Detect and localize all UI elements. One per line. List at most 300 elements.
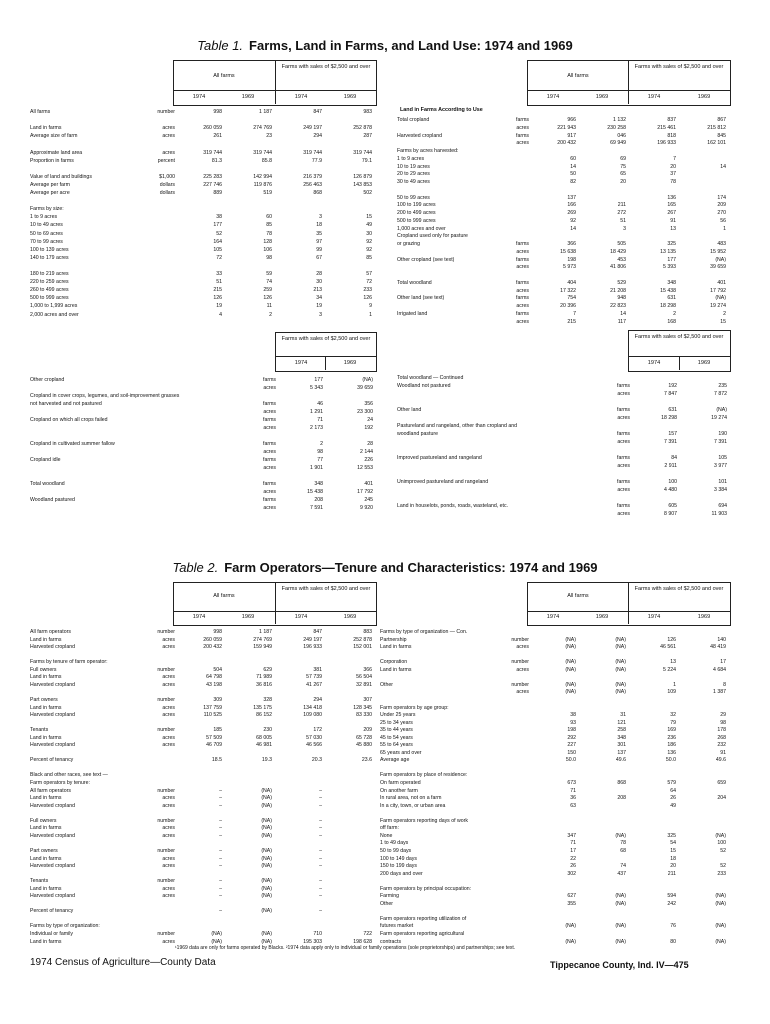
row-unit: farms <box>263 481 276 487</box>
row-unit: number <box>511 681 529 688</box>
row-label: Harvested cropland <box>30 832 75 839</box>
table-cell: 3 977 <box>714 463 727 469</box>
table-cell: 366 <box>363 666 372 673</box>
table-row <box>30 221 376 229</box>
table-cell: 152 001 <box>353 644 372 651</box>
footer-right: Tippecanoe County, Ind. IV—475 <box>550 960 689 970</box>
row-unit: acres <box>516 666 529 673</box>
table-cell: 2 <box>723 310 726 317</box>
row-label: Farm operators by principal occupation: <box>380 885 472 892</box>
table-cell: 8 <box>723 681 726 688</box>
row-label: Woodland not pastured <box>397 383 451 389</box>
table-cell: 26 <box>570 863 576 870</box>
table-cell: 196 933 <box>303 644 322 651</box>
table-cell: (NA) <box>565 666 576 673</box>
table-cell: 31 <box>620 712 626 719</box>
table-cell: (NA) <box>362 377 373 383</box>
table-cell: 77.9 <box>311 157 322 164</box>
table-cell: 74 <box>266 279 272 286</box>
table-row <box>397 406 730 414</box>
row-unit: number <box>157 109 175 115</box>
table-cell: 49.6 <box>715 757 726 764</box>
row-label: Full owners <box>30 817 57 824</box>
table1-lower-left-col-sales: Farms with sales of $2,500 and over <box>281 336 371 342</box>
row-label: 1 to 49 days <box>380 840 409 847</box>
table-row <box>397 390 730 398</box>
table-cell: (NA) <box>615 938 626 945</box>
table-cell: 20.3 <box>311 757 322 764</box>
table-cell: – <box>219 878 222 885</box>
table-cell: 166 <box>567 202 576 209</box>
row-label: 50 to 99 days <box>380 847 412 854</box>
table-cell: 259 <box>263 287 272 294</box>
table-cell: 28 <box>367 441 373 447</box>
year-1974: 1974 <box>294 94 308 100</box>
table-row <box>30 173 376 181</box>
table-row <box>30 108 376 116</box>
table-cell: 22 823 <box>610 303 626 309</box>
row-label: Harvested cropland <box>30 742 75 749</box>
table1-section-land-use: Land in Farms According to Use <box>400 107 483 113</box>
year-1969: 1969 <box>343 94 357 100</box>
table-cell: 19 <box>316 303 322 310</box>
table-cell: 453 <box>617 256 626 263</box>
table-cell: (NA) <box>565 681 576 688</box>
table-cell: – <box>219 908 222 915</box>
table-cell: 71 989 <box>256 674 272 681</box>
table-cell: 49 <box>670 802 676 809</box>
table-cell: 48 419 <box>710 644 726 651</box>
row-unit: acres <box>162 644 175 651</box>
row-unit: acres <box>162 712 175 719</box>
row-label: All farms <box>30 109 51 115</box>
table-cell: (NA) <box>715 923 726 930</box>
table-cell: (NA) <box>261 938 272 945</box>
table-cell: 17 322 <box>560 287 576 294</box>
table-cell: 1 187 <box>259 629 272 635</box>
table-cell: 56 504 <box>356 674 372 681</box>
table-cell: 319 744 <box>303 149 322 156</box>
row-unit: number <box>511 659 529 666</box>
table-row <box>30 294 376 302</box>
table-cell: 4 684 <box>713 666 726 673</box>
table-cell: 84 <box>671 455 677 461</box>
table-row <box>397 470 730 478</box>
row-label: Harvested cropland <box>30 802 75 809</box>
table-cell: 185 <box>213 727 222 734</box>
table-cell: 211 <box>667 870 676 877</box>
table-cell: 227 746 <box>203 181 222 188</box>
table-cell: 59 <box>266 271 272 277</box>
row-label: not harvested and not pastured <box>30 401 102 407</box>
table-cell: 93 <box>570 719 576 726</box>
table-cell: 200 432 <box>203 644 222 651</box>
table-cell: (NA) <box>565 938 576 945</box>
year-1974: 1974 <box>546 614 560 620</box>
row-label: Individual or family <box>30 931 73 937</box>
table-cell: 35 <box>316 230 322 237</box>
row-label: Land in farms <box>30 704 62 711</box>
table-cell: 249 197 <box>303 636 322 643</box>
table-cell: 128 345 <box>353 704 372 711</box>
table-cell: 20 <box>620 179 626 185</box>
row-label: 100 to 149 days <box>380 855 417 862</box>
table-cell: 168 <box>667 318 676 325</box>
table-cell: 948 <box>617 295 626 302</box>
table-cell: 106 <box>263 246 272 253</box>
table-cell: 169 <box>667 727 676 734</box>
table-row <box>397 454 730 462</box>
year-1974: 1974 <box>294 614 308 620</box>
table-cell: 57 030 <box>306 734 322 741</box>
row-unit: acres <box>617 511 630 517</box>
row-unit: acres <box>516 248 529 255</box>
table-cell: 2 911 <box>664 463 677 469</box>
table-cell: 15 438 <box>660 287 676 294</box>
table-cell: 37 <box>670 171 676 178</box>
year-1969: 1969 <box>595 94 609 100</box>
row-unit: acres <box>162 802 175 809</box>
row-label: Harvested cropland <box>30 681 75 688</box>
row-label: Land in houselots, ponds, roads, wasteland, etc. <box>397 503 509 509</box>
table-cell: 301 <box>617 742 626 749</box>
table-cell: (NA) <box>615 644 626 651</box>
row-unit: acres <box>162 825 175 832</box>
table-cell: 2 144 <box>360 449 373 455</box>
row-label: 45 to 54 years <box>380 734 413 741</box>
table-cell: (NA) <box>565 659 576 666</box>
table-row <box>30 149 376 157</box>
table-cell: 356 <box>364 401 373 407</box>
table-cell: 5 973 <box>563 264 576 271</box>
table-cell: 754 <box>567 295 576 302</box>
table-row <box>30 302 376 310</box>
row-label: 150 to 199 days <box>380 863 417 870</box>
table-cell: 196 933 <box>657 140 676 147</box>
table-cell: 233 <box>717 870 726 877</box>
row-label: On farm operated <box>380 780 421 786</box>
row-unit: farms <box>617 503 630 509</box>
row-label: Land in farms <box>30 795 62 802</box>
table-cell: (NA) <box>615 689 626 696</box>
table-cell: 86 152 <box>256 712 272 719</box>
table-row <box>30 181 376 189</box>
table-cell: 165 <box>667 202 676 209</box>
table-cell: 99 <box>316 246 322 253</box>
table-cell: (NA) <box>261 795 272 802</box>
table-cell: (NA) <box>565 644 576 651</box>
table-cell: 381 <box>313 666 322 673</box>
table-row <box>397 318 730 326</box>
table-cell: 659 <box>717 780 726 786</box>
table-cell: 192 <box>364 425 373 431</box>
table-cell: (NA) <box>715 893 726 900</box>
table-cell: (NA) <box>261 825 272 832</box>
table-cell: 128 <box>263 238 272 245</box>
table-cell: 23 300 <box>357 409 373 415</box>
table-cell: 245 <box>364 497 373 503</box>
table-cell: 117 <box>617 318 626 325</box>
table-cell: 69 <box>620 155 626 162</box>
table-cell: – <box>219 855 222 862</box>
table-cell: (NA) <box>261 787 272 794</box>
table-row <box>397 382 730 390</box>
row-label: Total cropland <box>397 117 430 123</box>
table-cell: 92 <box>366 238 372 245</box>
table-cell: – <box>219 817 222 824</box>
table-cell: 177 <box>667 256 676 263</box>
table-cell: 36 <box>570 795 576 802</box>
year-1974: 1974 <box>192 614 206 620</box>
table-cell: (NA) <box>615 923 626 930</box>
table-row <box>30 504 376 512</box>
table-cell: (NA) <box>716 407 727 413</box>
table-cell: 1 901 <box>310 465 323 471</box>
table-row <box>397 446 730 454</box>
table-cell: 105 <box>213 246 222 253</box>
table-cell: 631 <box>667 295 676 302</box>
table-cell: 34 <box>316 295 322 302</box>
table-cell: 868 <box>617 780 626 786</box>
table-row <box>30 262 376 270</box>
table-cell: 97 <box>316 238 322 245</box>
row-unit: acres <box>162 742 175 749</box>
table-cell: 135 175 <box>253 704 272 711</box>
table-cell: (NA) <box>615 832 626 839</box>
table-cell: 20 396 <box>560 303 576 309</box>
table-cell: 56 <box>720 217 726 224</box>
row-unit: acres <box>162 885 175 892</box>
table-cell: 208 <box>314 497 323 503</box>
row-label: Total woodland — Continued <box>397 375 464 381</box>
row-label: Percent of tenancy <box>30 757 74 764</box>
table-cell: 178 <box>717 727 726 734</box>
table-cell: 1 <box>723 225 726 232</box>
row-unit: percent <box>157 157 175 164</box>
table-cell: 19.3 <box>261 757 272 764</box>
row-label: futures market <box>380 923 414 930</box>
year-1974: 1974 <box>647 360 661 366</box>
table-cell: 18.5 <box>211 757 222 764</box>
table1-left-col-sales: Farms with sales of $2,500 and over <box>281 64 371 70</box>
row-unit: acres <box>516 264 529 271</box>
row-unit: farms <box>516 241 529 247</box>
table-row <box>30 278 376 286</box>
row-label: 500 to 999 acres <box>30 295 69 302</box>
row-label: 100 to 199 acres <box>397 202 436 209</box>
row-label: 65 years and over <box>380 749 422 756</box>
table-cell: – <box>319 878 322 885</box>
table2-right-col-sales: Farms with sales of $2,500 and over <box>634 586 724 592</box>
table-cell: 39 659 <box>357 385 373 391</box>
row-label: Other land (see text) <box>397 295 445 302</box>
table-cell: 5 393 <box>663 264 676 271</box>
table-cell: 85 <box>266 222 272 229</box>
table-cell: 287 <box>363 133 372 140</box>
table-cell: 51 <box>216 279 222 286</box>
row-label: 1,000 to 1,999 acres <box>30 303 78 310</box>
row-label: or grazing <box>397 241 421 247</box>
year-1969: 1969 <box>241 94 255 100</box>
row-label: Other cropland <box>30 377 65 383</box>
table-cell: (NA) <box>261 817 272 824</box>
table-cell: 19 274 <box>711 415 727 421</box>
table-cell: 28 <box>316 271 322 277</box>
table-cell: 1 <box>369 311 372 318</box>
table-cell: 17 <box>570 847 576 854</box>
row-unit: acres <box>162 832 175 839</box>
table-cell: 136 <box>667 194 676 201</box>
table-cell: 75 <box>620 163 626 170</box>
table-cell: 631 <box>668 407 677 413</box>
table-cell: 867 <box>717 117 726 123</box>
table-cell: 18 429 <box>610 248 626 255</box>
row-label: Farms by type of organization — Con. <box>380 629 468 635</box>
table-cell: (NA) <box>715 832 726 839</box>
table-cell: 177 <box>314 377 323 383</box>
row-unit: acres <box>263 505 276 511</box>
row-label: Cropland in cultivated summer fallow <box>30 441 115 447</box>
table-cell: 818 <box>667 132 676 139</box>
table-cell: – <box>319 795 322 802</box>
table-cell: (NA) <box>615 666 626 673</box>
table-cell: 505 <box>617 241 626 247</box>
table-cell: 3 <box>319 311 322 318</box>
table-cell: 33 <box>216 271 222 277</box>
table-cell: 215 <box>567 318 576 325</box>
table-cell: – <box>219 893 222 900</box>
table-row <box>30 456 376 464</box>
table-cell: 15 <box>366 214 372 221</box>
table-cell: – <box>219 885 222 892</box>
table-cell: 190 <box>718 431 727 437</box>
row-label: 2,000 acres and over <box>30 311 79 318</box>
table-cell: 348 <box>617 734 626 741</box>
row-label: Average age <box>380 757 410 764</box>
table-cell: 68 <box>620 847 626 854</box>
table-cell: 249 197 <box>303 125 322 132</box>
table-cell: 81.3 <box>211 157 222 164</box>
table-row <box>30 424 376 432</box>
table-row <box>30 165 376 173</box>
row-unit: farms <box>263 417 276 423</box>
table-cell: 24 <box>367 417 373 423</box>
row-unit: acres <box>263 489 276 495</box>
table-cell: 1 <box>673 681 676 688</box>
table-cell: (NA) <box>615 636 626 643</box>
table-row <box>397 494 730 502</box>
table-row <box>30 157 376 165</box>
row-unit: farms <box>263 497 276 503</box>
row-label: In rural area, not on a farm <box>380 795 442 802</box>
table-row <box>397 414 730 422</box>
table-row <box>30 384 376 392</box>
table-cell: 847 <box>313 109 322 115</box>
table-cell: 437 <box>617 870 626 877</box>
row-label: 20 to 29 acres <box>397 171 430 178</box>
table-cell: 60 <box>266 214 272 221</box>
table-cell: 268 <box>717 734 726 741</box>
row-label: Farm operators by tenure: <box>30 780 90 786</box>
table-cell: 325 <box>667 241 676 247</box>
row-unit: dollars <box>159 181 175 188</box>
row-label: All farm operators <box>30 629 71 635</box>
table-cell: 26 <box>670 795 676 802</box>
row-label: Average per acre <box>30 190 70 196</box>
table-cell: 2 173 <box>310 425 323 431</box>
table-cell: 79 <box>670 719 676 726</box>
row-unit: farms <box>617 407 630 413</box>
table-cell: 110 525 <box>203 712 222 719</box>
table-cell: 126 <box>263 295 272 302</box>
table-cell: 519 <box>263 190 272 196</box>
table-cell: 71 <box>570 840 576 847</box>
table-cell: (NA) <box>261 908 272 915</box>
table-cell: 41 267 <box>306 681 322 688</box>
table-cell: (NA) <box>261 893 272 900</box>
row-unit: number <box>157 666 175 673</box>
table-cell: 966 <box>567 117 576 123</box>
row-label: Farms by type of organization: <box>30 923 100 930</box>
table-cell: 30 <box>316 279 322 286</box>
row-unit: farms <box>263 401 276 407</box>
table-cell: 65 728 <box>356 734 372 741</box>
table-cell: 998 <box>213 109 222 115</box>
row-unit: farms <box>516 310 529 317</box>
row-unit: farms <box>617 455 630 461</box>
row-label: Part owners <box>30 847 58 854</box>
table-cell: 294 <box>313 133 322 140</box>
table-cell: 15 <box>670 847 676 854</box>
table-cell: 309 <box>213 696 222 703</box>
table-cell: 76 <box>670 923 676 930</box>
table-cell: 100 <box>717 840 726 847</box>
table-cell: 77 <box>317 457 323 463</box>
table-cell: – <box>219 825 222 832</box>
table-cell: 52 <box>720 847 726 854</box>
row-label: 50 to 69 acres <box>30 230 63 237</box>
table-cell: 225 283 <box>203 173 222 180</box>
table-cell: 91 <box>670 217 676 224</box>
row-unit: farms <box>617 431 630 437</box>
table-cell: 366 <box>567 241 576 247</box>
year-1969: 1969 <box>241 614 255 620</box>
table-cell: 92 <box>570 217 576 224</box>
row-unit: acres <box>263 425 276 431</box>
table-row <box>30 488 376 496</box>
table-cell: 50.0 <box>565 757 576 764</box>
row-unit: number <box>157 696 175 703</box>
table-cell: 883 <box>363 629 372 635</box>
row-label: Farm operators reporting days of work <box>380 817 468 824</box>
table-cell: 292 <box>567 734 576 741</box>
table-row <box>30 400 376 408</box>
year-1974: 1974 <box>647 94 661 100</box>
table-cell: 211 <box>617 202 626 209</box>
row-label: Land in farms <box>380 666 412 673</box>
table-cell: 46 981 <box>256 742 272 749</box>
table-cell: 13 135 <box>660 248 676 255</box>
row-unit: acres <box>516 318 529 325</box>
table-cell: 174 <box>717 194 726 201</box>
row-label: Partnership <box>380 636 407 643</box>
row-unit: number <box>157 847 175 854</box>
table-cell: 67 <box>316 254 322 261</box>
row-unit: number <box>157 629 175 635</box>
table-cell: 198 628 <box>353 938 372 945</box>
table-row <box>30 496 376 504</box>
table-cell: 57 <box>366 271 372 277</box>
